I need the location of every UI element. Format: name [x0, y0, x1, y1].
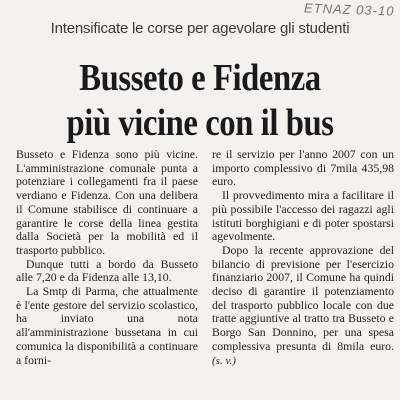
paragraph-text: Dopo la recente approvazione del bilancio di previsione per l'esercizio finanziario 2007, il Comune ha quindi deciso di garantire il potenziamento del trasporto pubblico locale con due tratte aggiuntive al tratto tra Busseto e Borgo San Donnino, per una spesa complessiva presunta di 8mila euro.: [212, 242, 394, 353]
paragraph: La Smtp di Parma, che attualmente è l'ente gestore del servizio scolastico, ha inviato una nota all'amministrazione bussetana in cui comunica la disponibilità a continuare a forni-: [16, 284, 198, 367]
archive-stamp: ETNAZ 03-10: [303, 0, 395, 19]
paragraph: [212, 244, 394, 368]
body-column-1: [16, 148, 198, 400]
paragraph: Busseto e Fidenza sono più vicine. L'amministrazione comunale punta a potenziare i collegamenti fra il paese verdiano e Fidenza. Con una delibera il Comune stabilisce di continuare a garantire le corse della linea gestita dalla Società per la mobilità ed il trasporto pubblico.: [16, 147, 198, 257]
paragraph: re il servizio per l'anno 2007 con un importo complessivo di 7mila 435,98 euro.: [212, 147, 394, 189]
body-column-2: [212, 148, 394, 400]
headline-line-2: più vicine con il bus: [66, 102, 334, 144]
headline-line-1: Busseto e Fidenza: [79, 57, 321, 99]
article-kicker: Intensificate le corse per agevolare gli studenti: [50, 20, 350, 37]
author-signature: (s. v.): [212, 354, 236, 367]
paragraph: Dunque tutti a bordo da Busseto alle 7,20 e da Fidenza alle 13,10.: [16, 256, 198, 285]
paragraph: Il provvedimento mira a facilitare il più possibile l'accesso dei ragazzi agli istituti borghigiani e di poter spostarsi agevolmente.: [212, 188, 394, 244]
article-body: [16, 148, 394, 400]
